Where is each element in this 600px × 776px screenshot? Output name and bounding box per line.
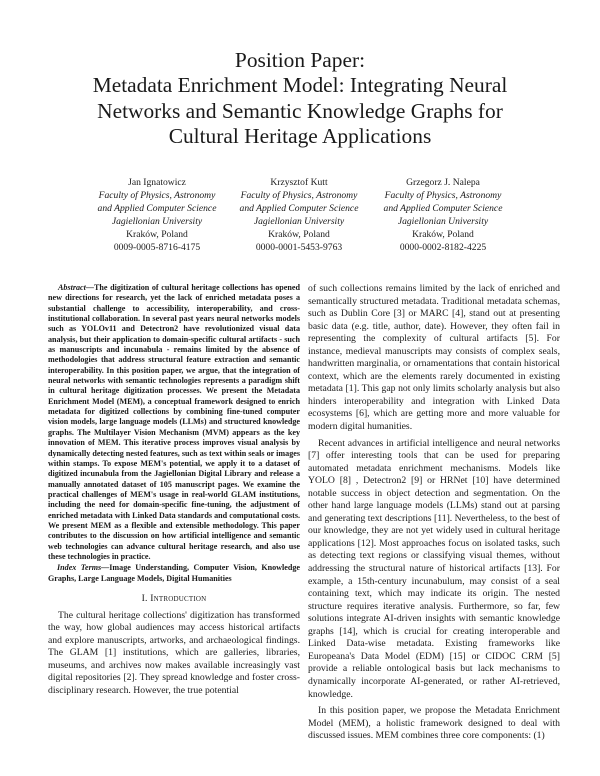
author-name: Grzegorz J. Nalepa	[406, 177, 480, 188]
index-terms	[48, 563, 300, 584]
author-orcid: 0009-0005-8716-4175	[113, 242, 201, 254]
author-city: Kraków, Poland	[412, 229, 474, 241]
author-affiliation: and Applied Computer Science	[383, 203, 503, 215]
author-block	[0, 176, 600, 256]
author-affiliation: Faculty of Physics, Astronomy	[384, 190, 502, 202]
body-paragraph: Recent advances in artificial intelligence and neural networks [7] offer interesting tools that can be used for preparing automated metadata enrichment mechanisms. Models like YOLO [8] , Detectron2 [9] or HRNet [10] have determined notable success in object detection and segmentation. On the other hand large language models (LLMs) stand out at parsing and generating text descriptions [11]. Nevertheless, to the best of our knowledge, they are not yet widely used in cultural heritage applications [12]. Most approaches focus on isolated tasks, such as detecting text regions or classifying visual themes, without addressing the structural nature of historical artifacts [13]. For example, a 15th-century incunabulum, may consist of a seal containing text, which may indicate its origin. The nested structure requires iterative analysis. Furthermore, so far, few solutions integrate AI-driven insights with semantic knowledge graphs [14], which is crucial for creating interoperable and Linked Data-wise metadata. Existing frameworks like Europeana's Data Model (EDM) [15] or CIDOC CRM [5] provide a reliable ontological basis but lack mechanisms to dynamically incorporate AI-generated, or rather AI-retrieved, knowledge.	[308, 437, 560, 700]
index-terms-text: Image Understanding, Computer Vision, Knowledge Graphs, Large Language Models, Digital Humanities	[48, 563, 301, 583]
author-name: Krzysztof Kutt	[270, 177, 328, 188]
section-numeral: I.	[141, 592, 151, 604]
author-orcid: 0000-0002-8182-4225	[399, 242, 487, 254]
paper-title	[40, 48, 560, 150]
author-affiliation: Faculty of Physics, Astronomy	[240, 190, 358, 202]
abstract	[48, 283, 300, 562]
body-paragraph: The cultural heritage collections' digitization has transformed the way, how global audiences may access historical artifacts and explore manuscripts, artworks, and archaeological findings. The GLAM [1] institutions, which are galleries, libraries, museums, and archives now makes available increasingly vast digital repositories [2]. They spread knowledge and foster cross-disciplinary research. However, the true potential	[48, 609, 300, 696]
body-paragraph: of such collections remains limited by the lack of enriched and semantically structured metadata. Traditional metadata schemas, such as Dublin Core [3] or MARC [4], stand out at presenting basic data (e.g. title, author, date). However, they often fail in representing the complexity of cultural artifacts [5]. For instance, medieval manuscripts may consists of complex seals, handwritten marginalia, or ornamentations that contain historical context, which are the elements rarely documented in existing metadata [1]. This gap not only limits scholarly analysis but also hinders interoperability and integration with Linked Data ecosystems [6], which are getting more and more valuable for modern digital humanities.	[308, 283, 560, 433]
right-column	[308, 283, 560, 743]
title-line: Cultural Heritage Applications	[168, 124, 432, 149]
title-line: Metadata Enrichment Model: Integrating Neural	[92, 73, 508, 98]
author-3	[348, 176, 538, 255]
author-name: Jan Ignatowicz	[128, 177, 186, 188]
title-line: Networks and Semantic Knowledge Graphs for	[97, 98, 503, 123]
author-orcid: 0000-0001-5453-9763	[255, 242, 343, 254]
section-heading	[48, 593, 300, 606]
author-affiliation: Jagiellonian University	[111, 216, 203, 228]
abstract-label: Abstract—	[58, 283, 94, 292]
index-terms-label: Index Terms—	[57, 563, 110, 573]
author-affiliation: Jagiellonian University	[397, 216, 489, 228]
left-column	[48, 283, 300, 697]
body-paragraph: In this position paper, we propose the Metadata Enrichment Model (MEM), a holistic framework designed to deal with discussed issues. MEM combines three core components: (1)	[308, 705, 560, 742]
section-title: Introduction	[150, 592, 207, 604]
author-affiliation: Jagiellonian University	[253, 216, 345, 228]
author-city: Kraków, Poland	[268, 229, 330, 241]
author-affiliation: Faculty of Physics, Astronomy	[98, 190, 216, 202]
author-affiliation: and Applied Computer Science	[97, 203, 217, 215]
author-city: Kraków, Poland	[126, 229, 188, 241]
title-line: Position Paper:	[234, 48, 366, 72]
author-affiliation: and Applied Computer Science	[239, 203, 359, 215]
abstract-text: The digitization of cultural heritage collections has opened new directions for research, yet the lack of enriched metadata poses a substantial challenge to accessibility, interoperability, and cross-institutional collaboration. In several past years neural networks models such as YOLOv11 and Detectron2 have revolutionized visual data analysis, but their application to domain-specific cultural artifacts - such as manuscripts and incunabula - remains limited by the absence of methodologies that address structural feature extraction and semantic interoperability. In this position paper, we argue, that the integration of neural networks with semantic technologies represents a paradigm shift in cultural heritage digitization processes. We present the Metadata Enrichment Model (MEM), a conceptual framework designed to enrich metadata for digitized collections by combining fine-tuned computer vision models, large language models (LLMs) and structured knowledge graphs. The Multilayer Vision Mechanism (MVM) appears as the key innovation of MEM. This iterative process improves visual analysis by dynamically detecting nested features, such as text within seals or images within stamps. To expose MEM's potential, we apply it to a dataset of digitized incunabula from the Jagiellonian Digital Library and release a manually annotated dataset of 105 manuscript pages. We examine the practical challenges of MEM's usage in real-world GLAM institutions, including the need for domain-specific fine-tuning, the adjustment of enriched metadata with Linked Data standards and computational costs. We present MEM as a flexible and extensible methodology. This paper contributes to the discussion on how artificial intelligence and semantic web technologies can advance cultural heritage research, and also use these technologies in practice.	[48, 283, 300, 561]
